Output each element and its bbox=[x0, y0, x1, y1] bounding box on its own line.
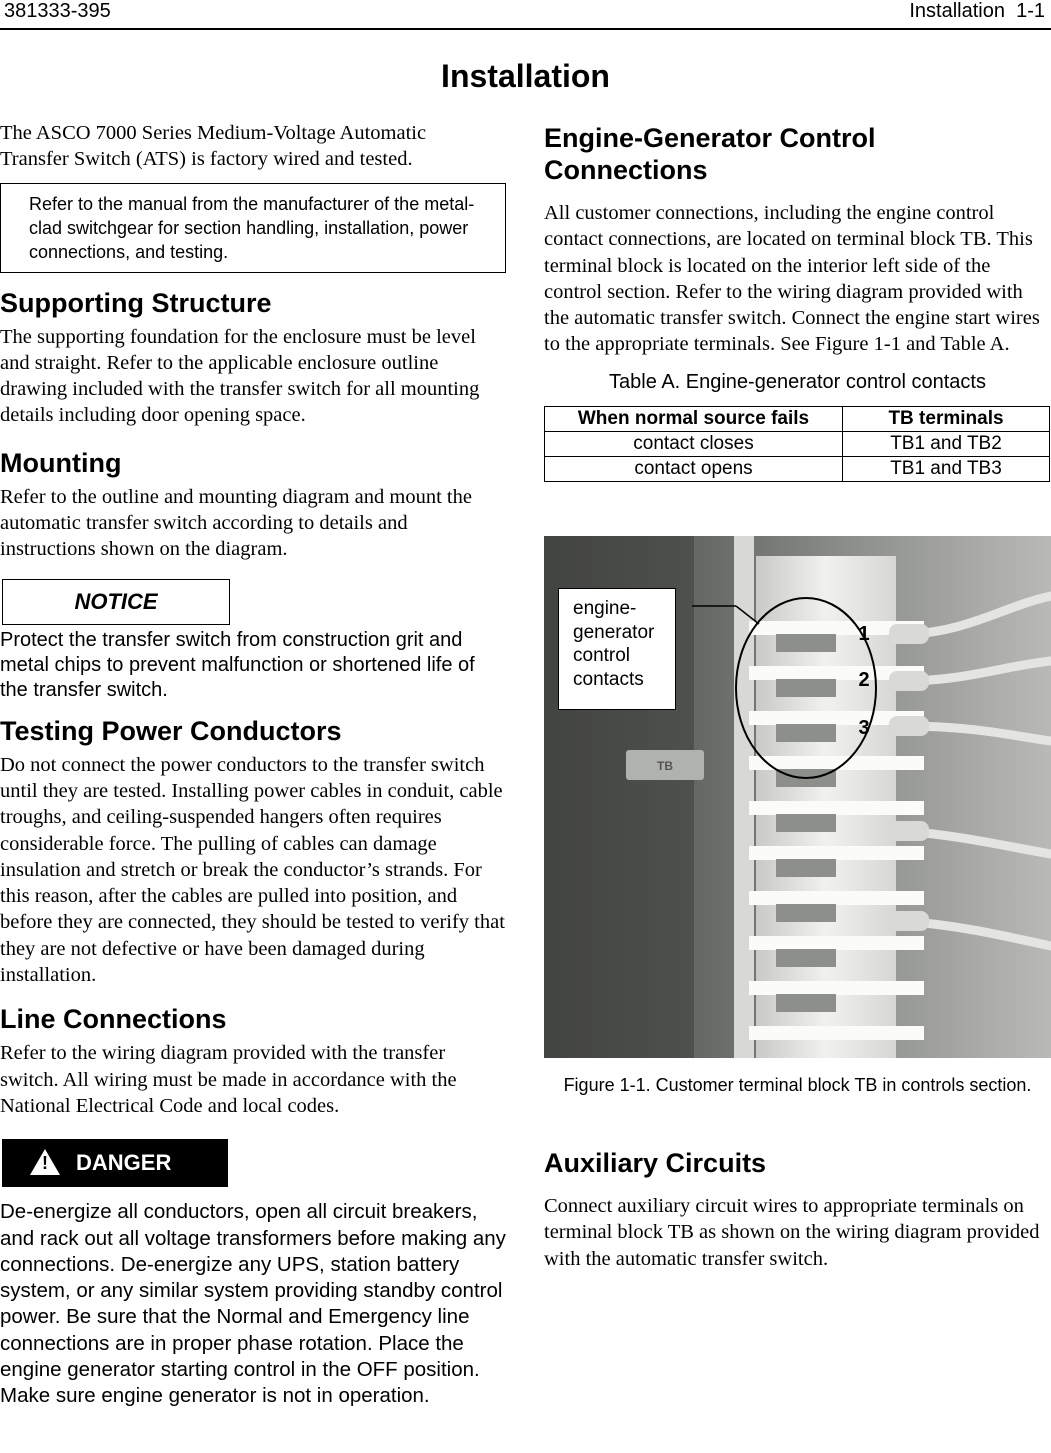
supporting-heading: Supporting Structure bbox=[0, 287, 272, 318]
right-column bbox=[544, 122, 1051, 482]
terminal-block-photo bbox=[544, 536, 1051, 1058]
callout-box: engine- generator control contacts bbox=[558, 588, 676, 710]
intro-text: The ASCO 7000 Series Medium-Voltage Automatic Transfer Switch (ATS) is factory wired and tested. bbox=[0, 122, 427, 171]
danger-label: DANGER bbox=[76, 1150, 172, 1176]
line-heading: Line Connections bbox=[0, 1004, 227, 1035]
notice-text: Protect the transfer switch from construction grit and metal chips to prevent malfunction or shortened life of the transfer switch. bbox=[0, 628, 475, 701]
table-header: TB terminals bbox=[843, 406, 1050, 431]
exclamation-icon: ! bbox=[42, 1153, 48, 1174]
table-title: Table A. Engine-generator control contacts bbox=[609, 370, 986, 393]
mounting-text: Refer to the outline and mounting diagram and mount the automatic transfer switch according to details and instructions shown on the diagram. bbox=[0, 485, 472, 561]
table-cell: TB1 and TB3 bbox=[843, 456, 1050, 481]
note-box: Refer to the manual from the manufacturer of the metal-clad switchgear for section handling, installation, power connections, and testing. bbox=[0, 183, 506, 273]
table-row bbox=[545, 456, 1050, 481]
testing-text: Do not connect the power conductors to the transfer switch until they are tested. Installing power cables in conduit, cable troughs, and ceiling-suspended hangers often requires considerable force. The pulling of cables can damage insulation and stretch or break the conductor’s strands. For this reason, after the cables are pulled into position, and before they are connected, they should be tested to verify that they are not defective or have been damaged during installation. bbox=[0, 753, 505, 987]
table-cell: TB1 and TB2 bbox=[843, 431, 1050, 456]
supporting-text: The supporting foundation for the enclosure must be level and straight. Refer to the applicable enclosure outline drawing included with the transfer switch for all mounting details including door opening space. bbox=[0, 325, 480, 427]
figure-caption: Figure 1-1. Customer terminal block TB in controls section. bbox=[563, 1075, 1032, 1095]
aux-text: Connect auxiliary circuit wires to appropriate terminals on terminal block TB as shown on the wiring diagram provided with the automatic transfer switch. bbox=[544, 1195, 1040, 1270]
tb-plate-label: TB bbox=[657, 759, 673, 773]
page-header bbox=[0, 0, 1051, 30]
aux-section bbox=[544, 1147, 1051, 1272]
engine-heading: Engine-Generator Control Connections bbox=[544, 123, 876, 185]
contacts-table bbox=[544, 406, 1050, 482]
table-row bbox=[545, 431, 1050, 456]
aux-heading: Auxiliary Circuits bbox=[544, 1148, 767, 1178]
terminal-number-2: 2 bbox=[858, 669, 870, 691]
terminal-number-3: 3 bbox=[858, 717, 870, 739]
table-cell: contact opens bbox=[545, 456, 843, 481]
doc-number: 381333-395 bbox=[4, 0, 111, 22]
line-text: Refer to the wiring diagram provided with the transfer switch. All wiring must be made in accordance with the National Electrical Code and local codes. bbox=[0, 1042, 457, 1117]
terminal-number-1: 1 bbox=[858, 623, 870, 645]
mounting-heading: Mounting bbox=[0, 447, 122, 478]
danger-box bbox=[2, 1139, 228, 1187]
table-header-row bbox=[545, 406, 1050, 431]
notice-box: NOTICE bbox=[2, 579, 230, 625]
danger-text: De-energize all conductors, open all circuit breakers, and rack out all voltage transformers before making any connections. De-energize any UPS, station battery system, or any similar system providing standby control power. Be sure that the Normal and Emergency line connections are in proper phase rotation. Place the engine generator starting control in the OFF position. Make sure engine generator is not in operation. bbox=[0, 1200, 506, 1408]
table-header: When normal source fails bbox=[545, 406, 843, 431]
left-column bbox=[0, 120, 506, 1410]
page-title: Installation bbox=[441, 58, 610, 94]
table-cell: contact closes bbox=[545, 431, 843, 456]
section-label: Installation 1-1 bbox=[909, 0, 1045, 22]
testing-heading: Testing Power Conductors bbox=[0, 715, 342, 746]
mounting-rail bbox=[734, 536, 754, 1058]
engine-text: All customer connections, including the engine control contact connections, are located on terminal block TB. This terminal block is located on the interior left side of the control section. Refer to the wiring diagram provided with the automatic transfer switch. Connect the engine start wires to the appropriate terminals. See Figure 1-1 and Table A. bbox=[544, 202, 1040, 356]
